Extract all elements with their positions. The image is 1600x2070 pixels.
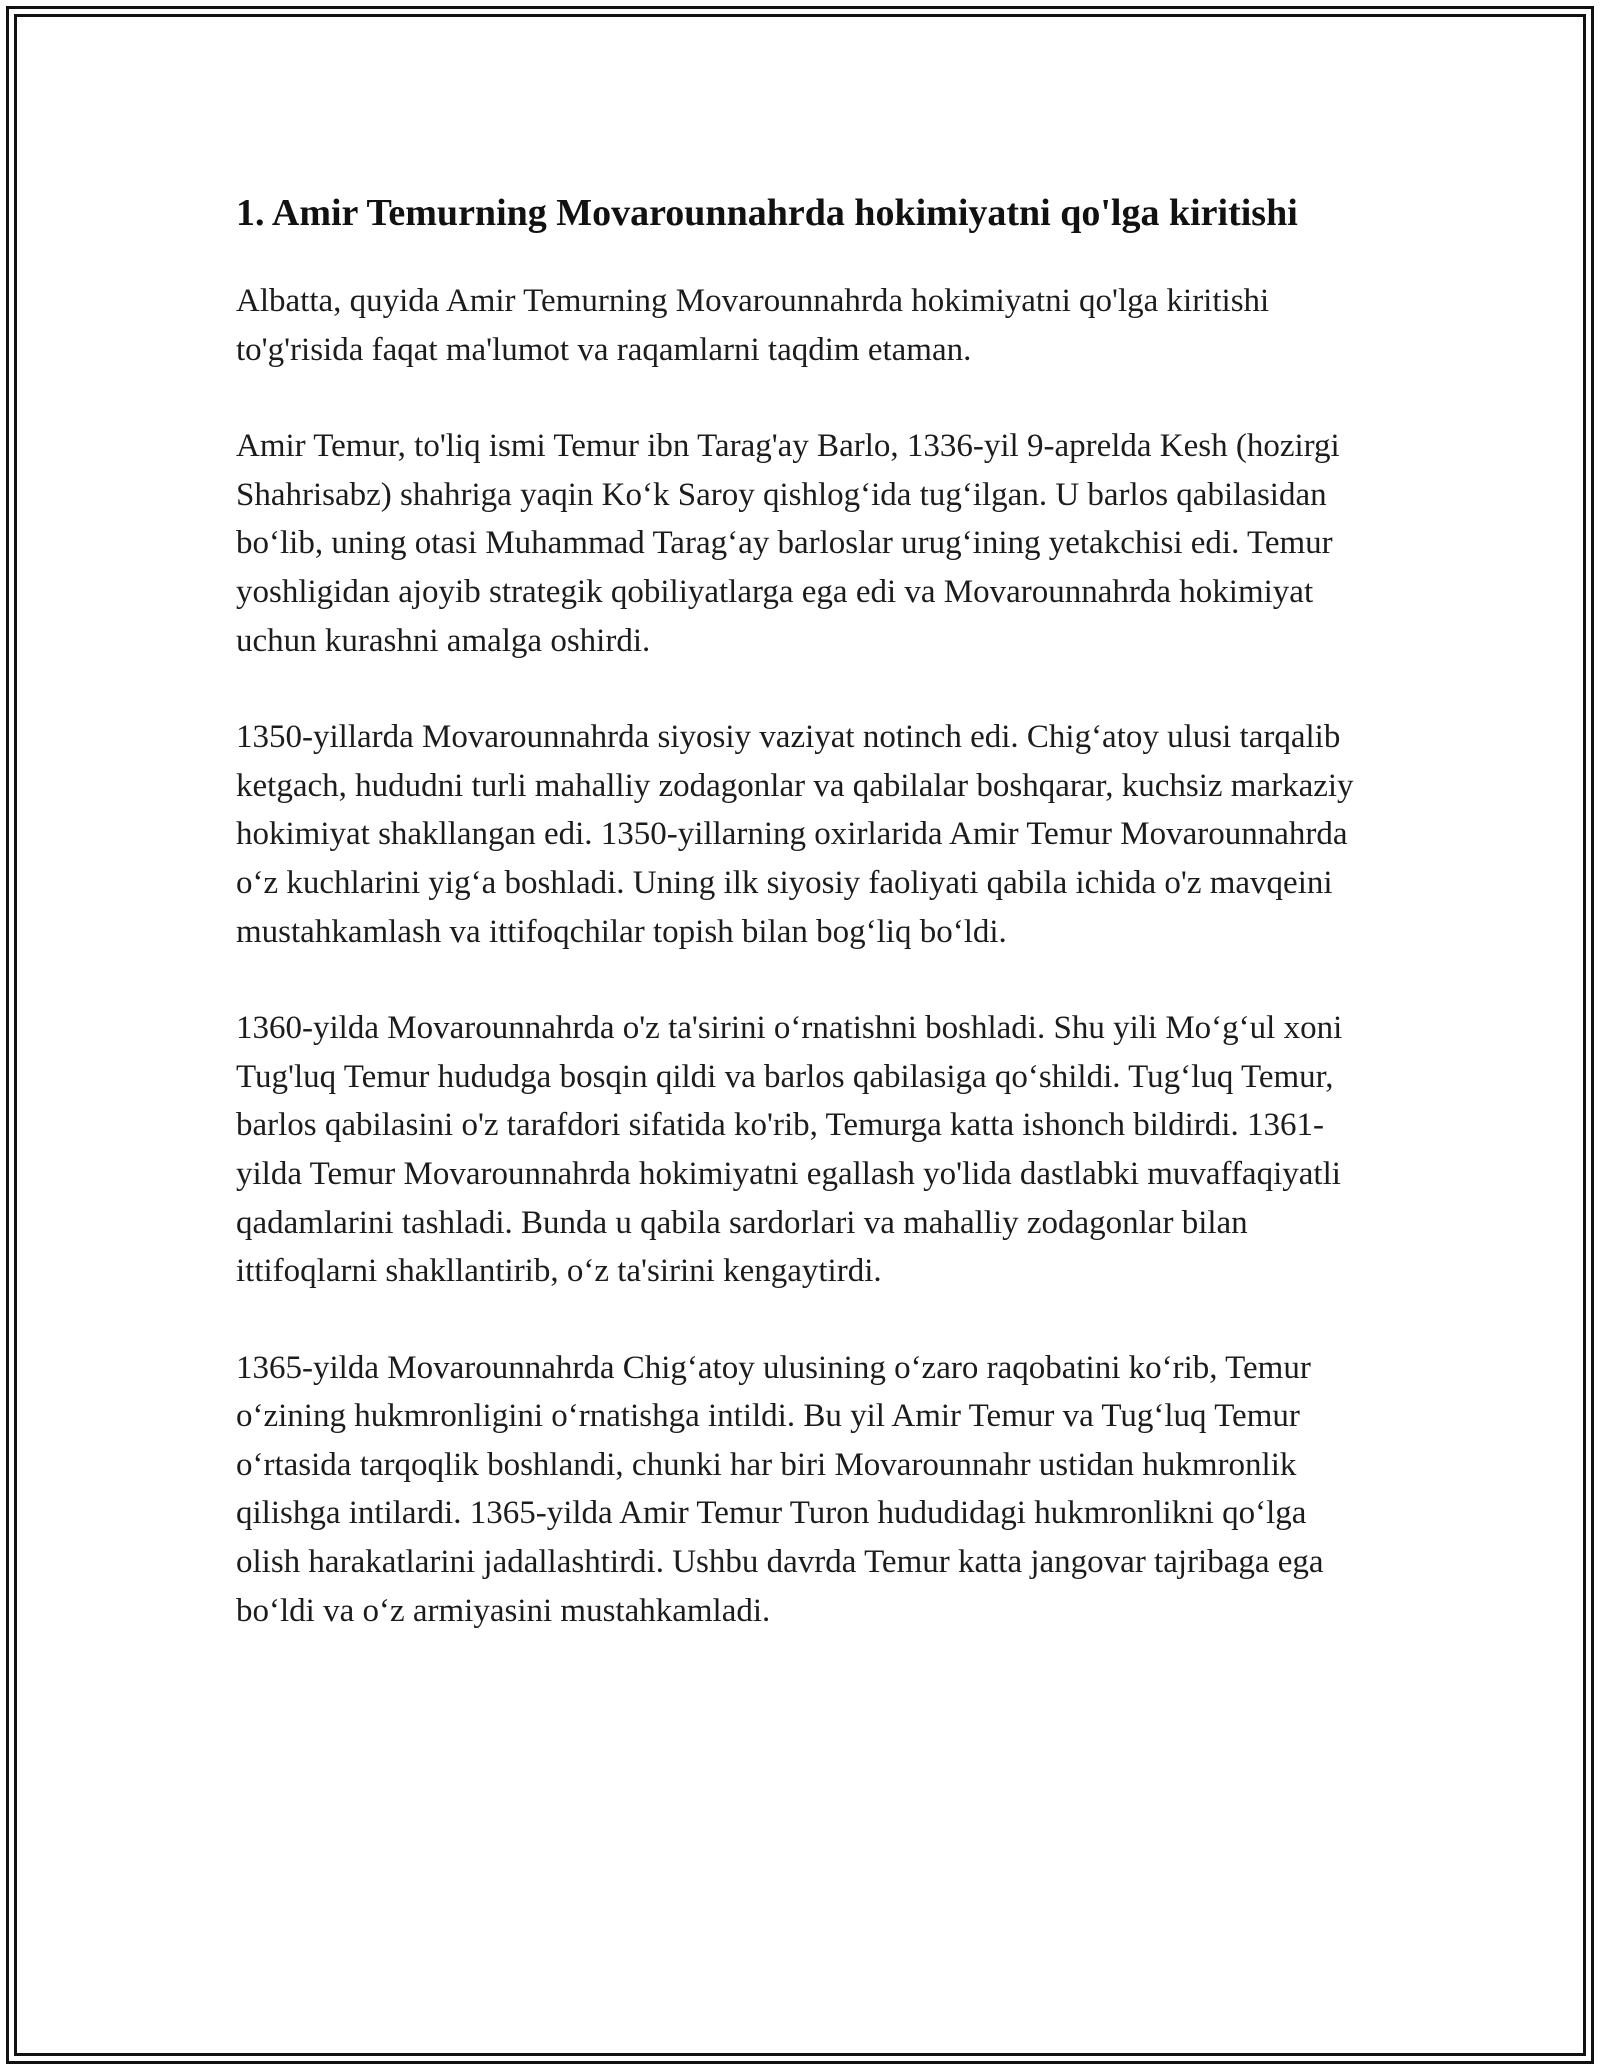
paragraph-1360: 1360-yilda Movarounnahrda o'z ta'sirini o‘rnatishni boshladi. Shu yili Mo‘g‘ul xoni Tug'luq Temur hududga bosqin qildi va barlos qabilasiga qo‘shildi. Tug‘luq Temur, barlos qabilasini o'z tarafdori sifatida ko'rib, Temurga katta ishonch bildirdi. 1361-yilda Temur Movarounnahrda hokimiyatni egallash yo'lida dastlabki muvaffaqiyatli qadamlarini tashladi. Bunda u qabila sardorlari va mahalliy zodagonlar bilan ittifoqlarni shakllantirib, o‘z ta'sirini kengaytirdi. bbox=[236, 1010, 1343, 1290]
paragraph-1350s: 1350-yillarda Movarounnahrda siyosiy vaziyat notinch edi. Chig‘atoy ulusi tarqalib ketgach, hududni turli mahalliy zodagonlar va qabilalar boshqarar, kuchsiz markaziy hokimiyat shakllangan edi. 1350-yillarning oxirlarida Amir Temur Movarounnahrda o‘z kuchlarini yig‘a boshladi. Uning ilk siyosiy faoliyati qabila ichida o'z mavqeini mustahkamlash va ittifoqchilar topish bilan bog‘liq bo‘ldi. bbox=[236, 719, 1354, 950]
document-title: 1. Amir Temurning Movarounnahrda hokimiyatni qo'lga kiritishi bbox=[236, 192, 1298, 234]
paragraph-biography: Amir Temur, to'liq ismi Temur ibn Tarag'ay Barlo, 1336-yil 9-aprelda Kesh (hozirgi Shahrisabz) shahriga yaqin Ko‘k Saroy qishlog‘ida tug‘ilgan. U barlos qabilasidan bo‘lib, uning otasi Muhammad Tarag‘ay barloslar urug‘ining yetakchisi edi. Temur yoshligidan ajoyib strategik qobiliyatlarga ega edi va Movarounnahrda hokimiyat uchun kurashni amalga oshirdi. bbox=[236, 428, 1340, 659]
paragraph-intro: Albatta, quyida Amir Temurning Movarounnahrda hokimiyatni qo'lga kiritishi to'g'risida faqat ma'lumot va raqamlarni taqdim etaman. bbox=[236, 283, 1270, 368]
paragraph-1365: 1365-yilda Movarounnahrda Chig‘atoy ulusining o‘zaro raqobatini ko‘rib, Temur o‘zining hukmronligini o‘rnatishga intildi. Bu yil Amir Temur va Tug‘luq Temur o‘rtasida tarqoqlik boshlandi, chunki har biri Movarounnahr ustidan hukmronlik qilishga intilardi. 1365-yilda Amir Temur Turon hududidagi hukmronlikni qo‘lga olish harakatlarini jadallashtirdi. Ushbu davrda Temur katta jangovar tajribaga ega bo‘ldi va o‘z armiyasini mustahkamladi. bbox=[236, 1349, 1324, 1629]
document-page bbox=[236, 186, 1366, 1683]
